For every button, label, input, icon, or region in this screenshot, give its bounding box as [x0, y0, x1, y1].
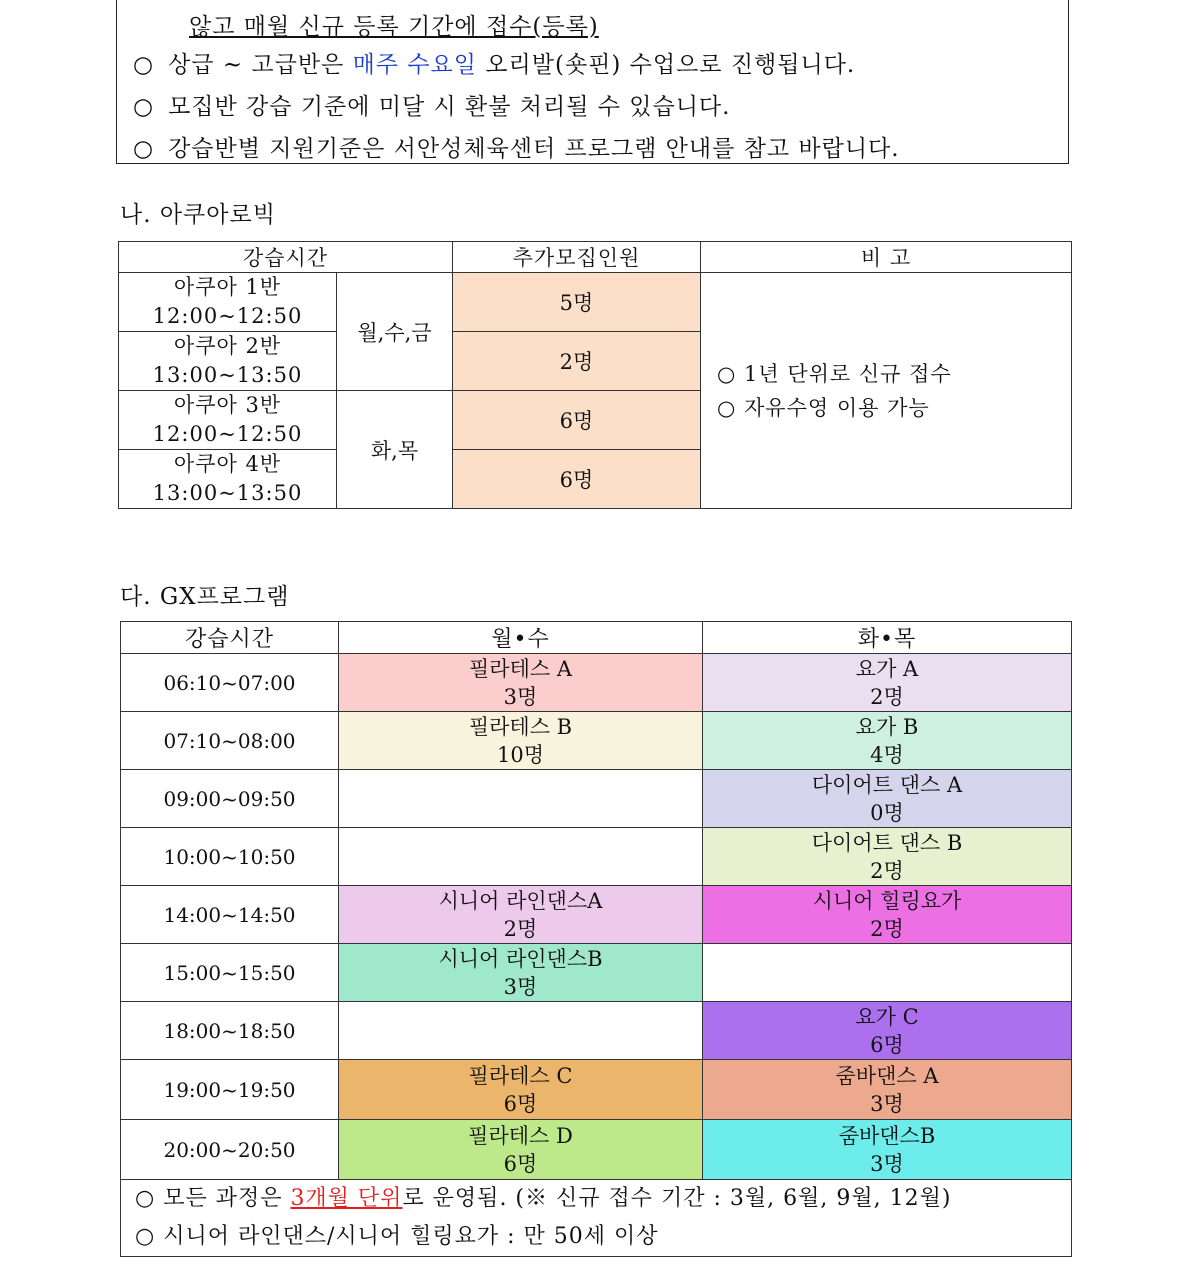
gx-footnotes — [121, 1180, 1072, 1257]
class-time: 12:00~12:50 — [152, 422, 303, 446]
table-row — [121, 944, 1072, 1002]
notice-text: 상급 ~ 고급반은 — [168, 52, 353, 78]
class-count: 3명 — [503, 974, 538, 999]
class-cell — [119, 391, 337, 450]
notice-box — [116, 0, 1069, 164]
mon-wed-class-cell — [339, 1120, 703, 1180]
remark-item: ○ 자유수영 이용 가능 — [717, 395, 930, 420]
class-name: 아쿠아 4반 — [173, 452, 282, 476]
time-cell: 07:10~08:00 — [121, 712, 339, 770]
bullet: ○ — [133, 94, 155, 120]
notice-line-advanced — [133, 46, 855, 79]
table-row — [121, 1060, 1072, 1120]
table-row — [121, 770, 1072, 828]
class-name: 다이어트 댄스 A — [811, 772, 963, 797]
tue-thu-class-cell — [703, 712, 1072, 770]
footnote-text: 로 운영됨. (※ 신규 접수 기간 : 3월, 6월, 9월, 12월) — [402, 1186, 952, 1211]
recruit-count: 5명 — [453, 273, 701, 332]
mon-wed-class-cell — [339, 654, 703, 712]
class-name: 시니어 라인댄스A — [438, 888, 603, 913]
notice-text: 모집반 강습 기준에 미달 시 환불 처리될 수 있습니다. — [168, 94, 731, 120]
class-name: 시니어 라인댄스B — [438, 946, 603, 971]
footnote-highlight: 3개월 단위 — [290, 1186, 403, 1211]
class-count: 2명 — [870, 916, 904, 941]
mon-wed-class-cell — [339, 770, 703, 828]
notice-line-registration: 않고 매월 신규 등록 기간에 접수(등록) — [189, 14, 599, 40]
class-name: 줌바댄스 A — [835, 1063, 939, 1088]
days-cell: 화,목 — [337, 391, 453, 509]
class-name: 시니어 힐링요가 — [812, 888, 962, 913]
mon-wed-class-cell — [339, 1002, 703, 1060]
class-name: 아쿠아 2반 — [173, 334, 282, 358]
class-count: 0명 — [870, 800, 904, 825]
class-time: 13:00~13:50 — [152, 363, 303, 387]
class-count: 2명 — [870, 684, 904, 709]
notice-text: 오리발(숏핀) 수업으로 진행됩니다. — [477, 52, 856, 78]
class-cell — [119, 332, 337, 391]
class-name: 다이어트 댄스 B — [811, 830, 963, 855]
class-count: 6명 — [503, 1151, 538, 1176]
mon-wed-class-cell — [339, 828, 703, 886]
class-count: 4명 — [870, 742, 904, 767]
time-cell: 15:00~15:50 — [121, 944, 339, 1002]
class-count: 2명 — [503, 916, 538, 941]
recruit-count: 6명 — [453, 391, 701, 450]
table-row — [121, 828, 1072, 886]
time-cell: 20:00~20:50 — [121, 1120, 339, 1180]
footnote-term — [135, 1180, 1071, 1218]
tue-thu-class-cell — [703, 1060, 1072, 1120]
class-count: 3명 — [870, 1091, 904, 1116]
section-title-aquarobic: 나. 아쿠아로빅 — [120, 202, 276, 228]
remark-item: ○ 1년 단위로 신규 접수 — [717, 361, 952, 386]
class-cell — [119, 450, 337, 509]
class-name: 아쿠아 1반 — [173, 275, 282, 299]
header-class-time: 강습시간 — [119, 242, 453, 273]
tue-thu-class-cell — [703, 828, 1072, 886]
class-count: 6명 — [503, 1091, 538, 1116]
mon-wed-class-cell — [339, 1060, 703, 1120]
notice-text: 강습반별 지원기준은 서안성체육센터 프로그램 안내를 참고 바랍니다. — [168, 136, 900, 162]
table-row — [121, 1002, 1072, 1060]
bullet: ○ — [133, 52, 155, 78]
gx-table — [120, 621, 1072, 1257]
days-cell: 월,수,금 — [337, 273, 453, 391]
class-count: 3명 — [503, 684, 538, 709]
header-remarks: 비 고 — [701, 242, 1072, 273]
aquarobic-table — [118, 241, 1072, 509]
time-cell: 18:00~18:50 — [121, 1002, 339, 1060]
class-count: 6명 — [870, 1032, 904, 1057]
time-cell: 10:00~10:50 — [121, 828, 339, 886]
table-row — [119, 273, 1072, 332]
time-cell: 09:00~09:50 — [121, 770, 339, 828]
class-count: 2명 — [870, 858, 904, 883]
tue-thu-class-cell — [703, 770, 1072, 828]
class-count: 3명 — [870, 1151, 904, 1176]
header-mon-wed: 월•수 — [339, 622, 703, 654]
tue-thu-class-cell — [703, 654, 1072, 712]
header-recruit: 추가모집인원 — [453, 242, 701, 273]
notice-line-refund — [133, 88, 730, 121]
class-name: 필라테스 C — [468, 1063, 573, 1088]
time-cell: 14:00~14:50 — [121, 886, 339, 944]
class-name: 필라테스 A — [469, 656, 572, 681]
recruit-count: 6명 — [453, 450, 701, 509]
class-name: 요가 B — [855, 714, 919, 739]
time-cell: 19:00~19:50 — [121, 1060, 339, 1120]
header-tue-thu: 화•목 — [703, 622, 1072, 654]
class-name: 줌바댄스B — [838, 1123, 936, 1148]
header-class-time: 강습시간 — [121, 622, 339, 654]
time-cell: 06:10~07:00 — [121, 654, 339, 712]
class-name: 필라테스 D — [468, 1123, 573, 1148]
bullet: ○ — [133, 136, 155, 162]
table-row — [121, 1120, 1072, 1180]
class-time: 12:00~12:50 — [152, 304, 303, 328]
table-row — [121, 886, 1072, 944]
mon-wed-class-cell — [339, 712, 703, 770]
class-cell — [119, 273, 337, 332]
mon-wed-class-cell — [339, 886, 703, 944]
class-time: 13:00~13:50 — [152, 481, 303, 505]
tue-thu-class-cell — [703, 944, 1072, 1002]
notice-highlight: 매주 수요일 — [352, 52, 477, 78]
tue-thu-class-cell — [703, 1120, 1072, 1180]
class-name: 요가 A — [855, 656, 919, 681]
class-name: 필라테스 B — [468, 714, 573, 739]
section-title-gx: 다. GX프로그램 — [120, 584, 290, 610]
mon-wed-class-cell — [339, 944, 703, 1002]
table-row — [121, 712, 1072, 770]
footnote-senior: ○ 시니어 라인댄스/시니어 힐링요가 : 만 50세 이상 — [135, 1224, 659, 1249]
table-row — [121, 654, 1072, 712]
tue-thu-class-cell — [703, 1002, 1072, 1060]
class-count: 10명 — [496, 742, 544, 767]
tue-thu-class-cell — [703, 886, 1072, 944]
footnote-text: ○ 모든 과정은 — [135, 1186, 291, 1211]
recruit-count: 2명 — [453, 332, 701, 391]
class-name: 요가 C — [855, 1004, 919, 1029]
class-name: 아쿠아 3반 — [173, 393, 282, 417]
remarks-cell — [701, 273, 1072, 509]
notice-line-criteria — [133, 130, 900, 163]
